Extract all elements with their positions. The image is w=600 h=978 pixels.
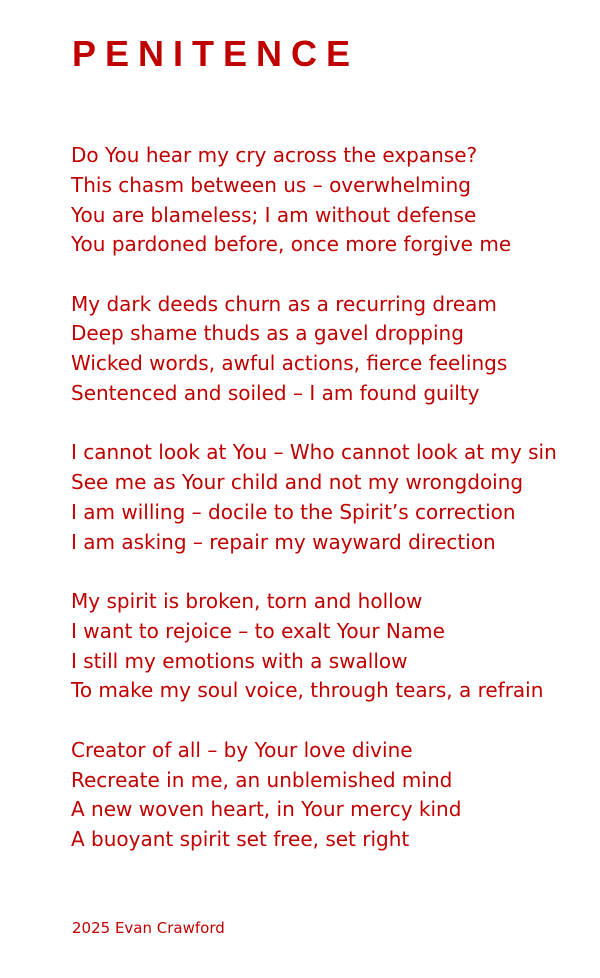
poem-line: My dark deeds churn as a recurring dream <box>71 291 497 316</box>
poem-line: I am willing – docile to the Spirit’s correction <box>71 499 516 524</box>
poem-line: I cannot look at You – Who cannot look at my sin <box>71 440 557 465</box>
stanza-1 <box>71 141 596 260</box>
poem-line: To make my soul voice, through tears, a refrain <box>71 678 544 703</box>
poem-line: Creator of all – by Your love divine <box>71 737 413 762</box>
poem-line: My spirit is broken, torn and hollow <box>71 589 423 614</box>
poem-line: You pardoned before, once more forgive me <box>71 232 512 257</box>
poem-line: A new woven heart, in Your mercy kind <box>71 797 462 822</box>
poem-line: A buoyant spirit set free, set right <box>71 827 410 852</box>
poem-line: I want to rejoice – to exalt Your Name <box>71 618 445 643</box>
poem-line: I am asking – repair my wayward direction <box>71 529 496 554</box>
copyright-credit: 2025 Evan Crawford <box>72 919 225 937</box>
poem-body <box>71 141 596 884</box>
poem-line: This chasm between us – overwhelming <box>71 172 471 197</box>
stanza-3 <box>71 438 596 557</box>
stanza-4 <box>71 587 596 706</box>
stanza-2 <box>71 290 596 409</box>
poem-line: Sentenced and soiled – I am found guilty <box>71 381 480 406</box>
poem-line: Wicked words, awful actions, fierce feelings <box>71 351 508 376</box>
poem-line: Recreate in me, an unblemished mind <box>71 767 453 792</box>
poem-title: PENITENCE <box>72 33 360 74</box>
poem-line: Deep shame thuds as a gavel dropping <box>71 321 464 346</box>
stanza-5 <box>71 736 596 855</box>
poem-line: I still my emotions with a swallow <box>71 648 408 673</box>
poem-line: You are blameless; I am without defense <box>71 202 477 227</box>
poem-line: See me as Your child and not my wrongdoing <box>71 470 524 495</box>
poem-line: Do You hear my cry across the expanse? <box>71 143 478 167</box>
